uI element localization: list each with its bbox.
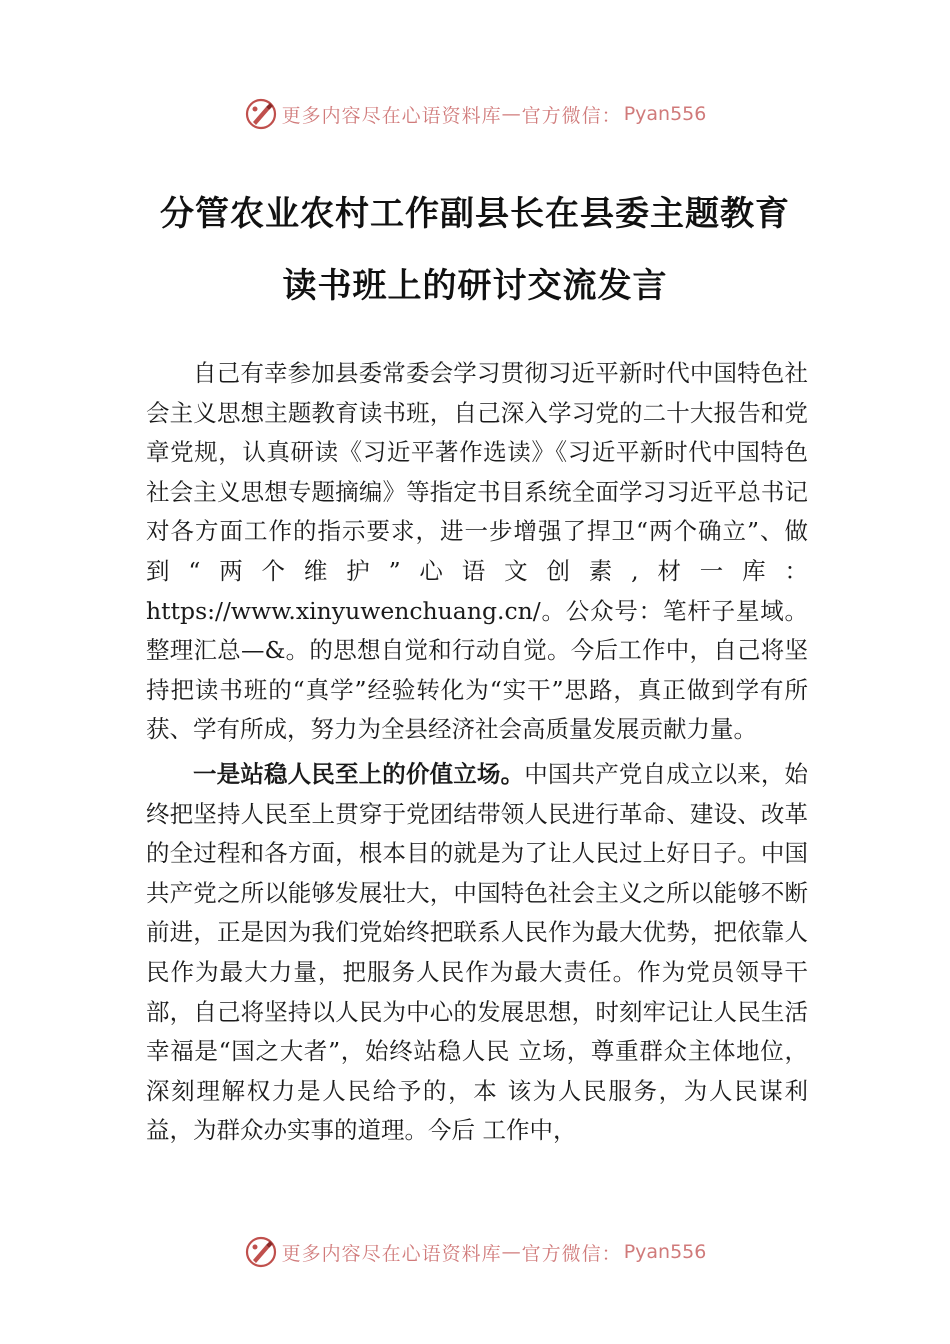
pen-logo-icon [244, 97, 278, 131]
watermark-header [0, 92, 950, 136]
paragraph-point-one-lead: 一是站稳人民至上的价值立场。 [193, 759, 525, 788]
watermark-text: 更多内容尽在心语资料库 [281, 1242, 502, 1265]
paragraph-point-one-body: 中国共产党自成立以来，始终把坚持人民至上贯穿于党团结带领人民进行革命、建设、改革的全过程和各方面，根本目的就是为了让人民过上好日子。中国共产党之所以能够发展壮大，中国特色社会主义之所以能够不断前进，正是因为我们党始终把联系人民作为最大优势，把依靠人民作为最大力量，把服务人民作为最大责任。作为党员领导干部，自己将坚持以人民为中心的发展思想，时刻牢记让人民生活幸福是“国之大者”，始终站稳人民 立场，尊重群众主体地位，深刻理解权力是人民给予的，本 该为人民服务，为人民谋利益，为群众办实事的道理。今后 工作中， [146, 759, 809, 1145]
watermark-code: Pyan556 [623, 1241, 707, 1263]
watermark-separator: — [501, 1241, 522, 1263]
document-body [146, 354, 808, 1151]
watermark-footer [0, 1230, 950, 1274]
watermark-text: 更多内容尽在心语资料库 [281, 104, 502, 127]
watermark-separator: — [501, 103, 522, 125]
watermark-label: 官方微信： [521, 1242, 622, 1265]
paragraph-point-one [146, 755, 808, 1151]
document-title-line2: 读书班上的研讨交流发言 [282, 266, 668, 306]
watermark-code: Pyan556 [623, 103, 707, 125]
pen-logo-icon [244, 1235, 278, 1269]
watermark-label: 官方微信： [521, 104, 622, 127]
paragraph-intro: 自己有幸参加县委常委会学习贯彻习近平新时代中国特色社会主义思想主题教育读书班，自己深入学习党的二十大报告和党章党规，认真研读《习近平著作选读》《习近平新时代中国特色社会主义思想专题摘编》等指定书目系统全面学习习近平总书记对各方面工作的指示要求，进一步增强了捍卫“两个确立”、做到“两个维护”心语文创素,材一库：https://www.xinyuwenchuang.cn/。公众号：笔杆子星域。整理汇总—&。的思想自觉和行动自觉。今后工作中，自己将坚持把读书班的“真学”经验转化为“实干”思路，真正做到学有所获、学有所成，努力为全县经济社会高质量发展贡献力量。 [146, 359, 808, 744]
document-title-line1: 分管农业农村工作副县长在县委主题教育 [160, 194, 790, 234]
